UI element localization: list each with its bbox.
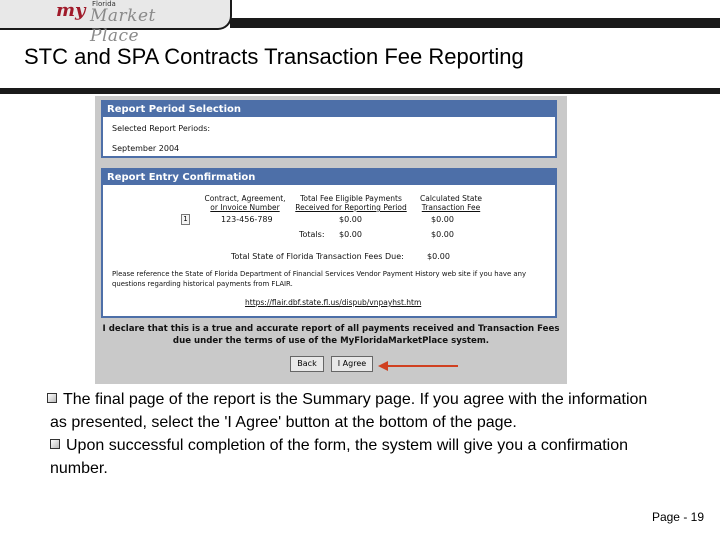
page-number: Page - 19 [651, 510, 704, 524]
bullet-text-2: Upon successful completion of the form, the system will give you a confirmation number. [50, 437, 629, 477]
bullet-item [50, 434, 650, 480]
checkbox-bullet-icon [50, 439, 60, 449]
row-index: 1 [181, 214, 190, 225]
myfloridamarketplace-logo[interactable] [52, 0, 192, 46]
logo-my: my [56, 0, 86, 21]
contract-number: 123-456-789 [221, 215, 273, 224]
page-title: STC and SPA Contracts Transaction Fee Reporting [24, 44, 524, 69]
title-divider [0, 88, 720, 94]
summary-page-screenshot [95, 96, 567, 384]
logo-tab [0, 0, 232, 46]
logo-florida: Florida [92, 0, 116, 8]
bullet-text-1: The final page of the report is the Summary page. If you agree with the information as presented, select the 'I Agree' button at the bottom of the page. [50, 391, 648, 431]
totals-fee: $0.00 [431, 230, 454, 239]
i-agree-button[interactable]: I Agree [331, 356, 373, 372]
row-payments: $0.00 [339, 215, 362, 224]
report-period-value: September 2004 [112, 144, 180, 153]
declaration-text: I declare that this is a true and accurate report of all payments received and Transaction Fees due under the terms of use of the MyFloridaMarketPlace system. [102, 324, 560, 346]
report-entry-panel [101, 168, 557, 318]
state-fees-label: Total State of Florida Transaction Fees Due: [231, 252, 404, 261]
history-note-line2: questions regarding historical payments from FLAIR. [112, 280, 293, 288]
report-period-panel [101, 100, 557, 158]
report-entry-heading: Report Entry Confirmation [103, 170, 555, 185]
totals-payments: $0.00 [339, 230, 362, 239]
totals-label: Totals: [299, 230, 325, 239]
header-bar [230, 18, 720, 28]
checkbox-bullet-icon [47, 393, 57, 403]
logo-marketplace: Market Place [90, 6, 156, 46]
arrow-pointer-icon [378, 359, 458, 373]
report-period-label: Selected Report Periods: [112, 124, 211, 133]
column-header-fee: Calculated State Transaction Fee [419, 194, 483, 212]
instructions [50, 388, 650, 480]
column-header-payments: Total Fee Eligible Payments Received for Reporting Period [295, 194, 407, 212]
column-header-contract: Contract, Agreement, or Invoice Number [204, 194, 286, 212]
report-period-heading: Report Period Selection [103, 102, 555, 117]
history-note-line1: Please reference the State of Florida Department of Financial Services Vendor Payment History web site if you have any [112, 270, 527, 278]
top-bar [0, 0, 720, 46]
back-button[interactable]: Back [290, 356, 324, 372]
bullet-item [50, 388, 650, 434]
state-fees-value: $0.00 [427, 252, 450, 261]
row-fee: $0.00 [431, 215, 454, 224]
payment-history-link[interactable]: https://flair.dbf.state.fl.us/dispub/vnpayhst.htm [245, 298, 422, 307]
